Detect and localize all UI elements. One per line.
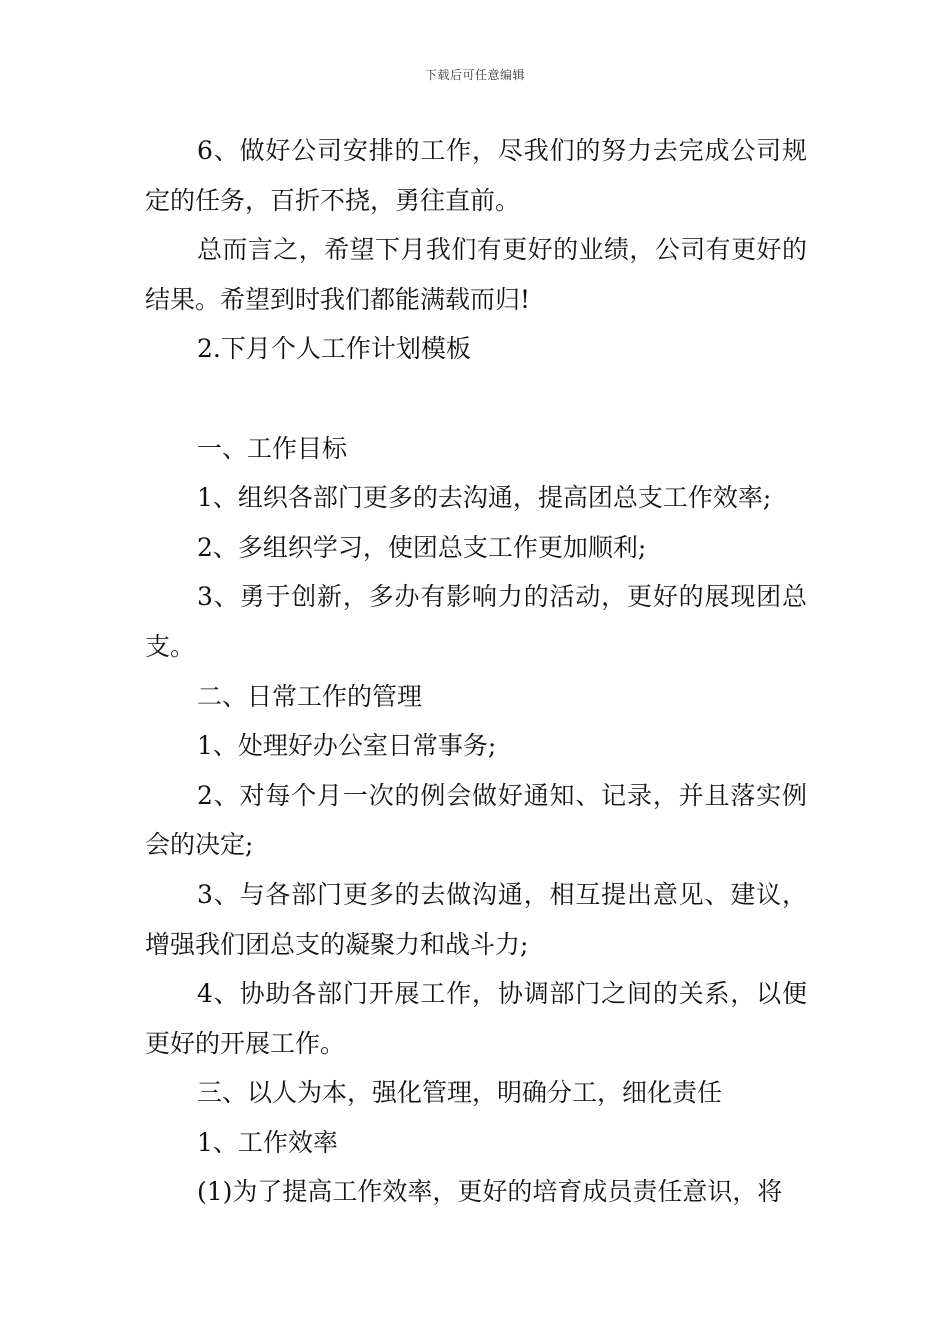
- subheading-work-efficiency: 1、工作效率: [197, 1127, 338, 1157]
- daily-item-1: 1、处理好办公室日常事务;: [197, 731, 497, 761]
- paragraph-summary: 总而言之，希望下月我们有更好的业绩，公司有更好的结果。希望到时我们都能满载而归!: [145, 235, 807, 314]
- section-heading-plan-template: 2.下月个人工作计划模板: [197, 334, 471, 364]
- document-body: [145, 126, 807, 1217]
- goal-item-3: 3、勇于创新，多办有影响力的活动，更好的展现团总支。: [145, 582, 807, 661]
- goal-item-1: 1、组织各部门更多的去沟通，提高团总支工作效率;: [197, 483, 772, 513]
- daily-item-3: 3、与各部门更多的去做沟通，相互提出意见、建议，增强我们团总支的凝聚力和战斗力;: [145, 879, 807, 959]
- page-header: 下载后可任意编辑: [424, 68, 525, 82]
- goal-item-2: 2、多组织学习，使团总支工作更加顺利;: [197, 532, 647, 562]
- daily-item-2: 2、对每个月一次的例会做好通知、记录，并且落实例会的决定;: [145, 780, 807, 860]
- paragraph-item-6: 6、做好公司安排的工作，尽我们的努力去完成公司规定的任务，百折不挠，勇往直前。: [145, 136, 807, 215]
- daily-item-4: 4、协助各部门开展工作，协调部门之间的关系，以便更好的开展工作。: [145, 979, 807, 1058]
- heading-people-oriented: 三、以人为本，强化管理，明确分工，细化责任: [197, 1078, 723, 1108]
- heading-daily-management: 二、日常工作的管理: [197, 681, 423, 711]
- efficiency-item-1: (1)为了提高工作效率，更好的培育成员责任意识，将: [197, 1177, 783, 1207]
- heading-work-goals: 一、工作目标: [197, 433, 348, 463]
- blank-line: [145, 374, 807, 424]
